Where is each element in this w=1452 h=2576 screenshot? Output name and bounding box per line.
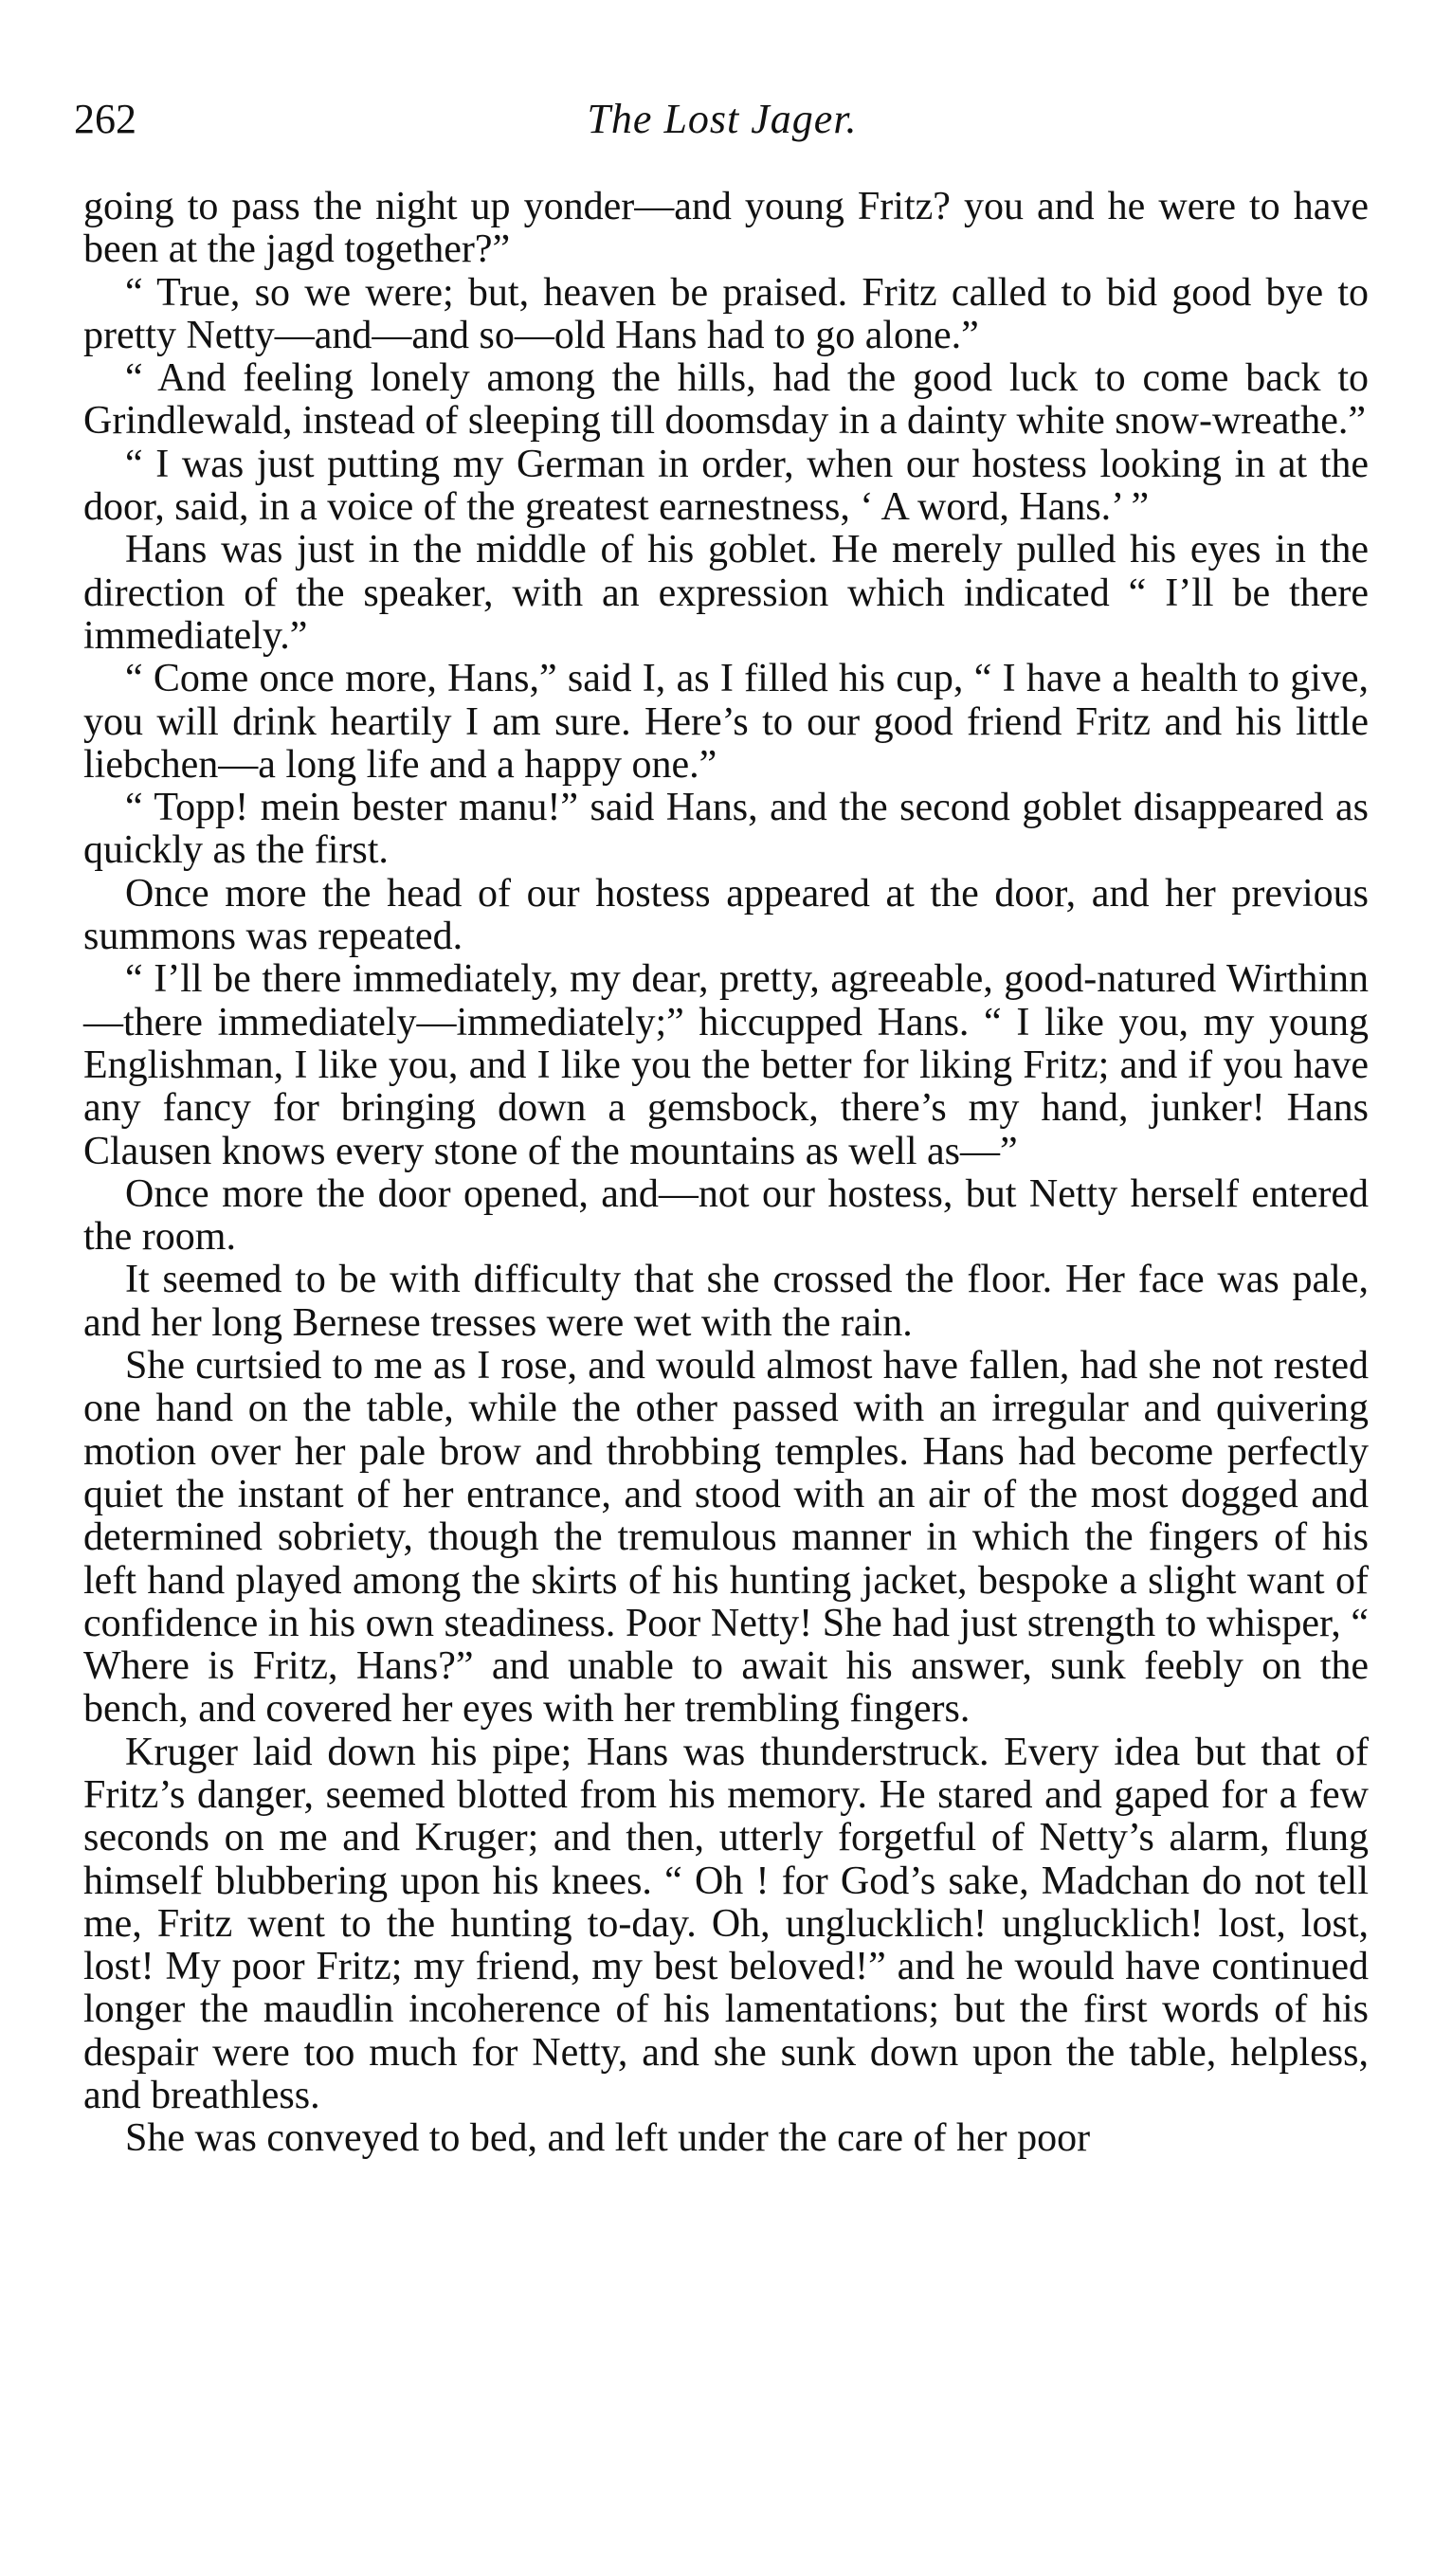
paragraph: Once more the door opened, and—not our hostess, but Netty herself entered the room. — [83, 1171, 1369, 1260]
paragraph: Once more the head of our hostess appeared at the door, and her previous summons was repeated. — [83, 871, 1369, 959]
paragraph: “ Topp! mein bester manu!” said Hans, and the second goblet disappeared as quickly as the first. — [83, 786, 1369, 873]
paragraph: “ Come once more, Hans,” said I, as I filled his cup, “ I have a health to give, you will drink heartily I am sure. Here’s to our good friend Fritz and his little liebchen—a long life and a happy one.” — [83, 657, 1369, 787]
paragraph: “ I’ll be there immediately, my dear, pretty, agreeable, good-natured Wirthinn—there immediately—immediately;” hiccupped Hans. “ I like you, my young Englishman, I like you, and I like you the better for liking Fritz; and if you have any fancy for bringing down a gemsbock, there’s my hand, junker! Hans Clausen knows every stone of the mountains as well as—” — [83, 957, 1369, 1173]
page-number: 262 — [74, 96, 136, 142]
paragraph: Hans was just in the middle of his goblet. He merely pulled his eyes in the direction of the speaker, with an expression which indicated “ I’ll be there immediately.” — [83, 528, 1369, 658]
paragraph: She curtsied to me as I rose, and would almost have fallen, had she not rested one hand on the table, while the other passed with an irregular and quivering motion over her pale brow and throbbing temples. Hans had become perfectly quiet the instant of her entrance, and stood with an air of the most dogged and determined sobriety, though the tremulous manner in which the fingers of his left hand played among the skirts of his hunting jacket, bespoke a slight want of confidence in his own steadiness. Poor Netty! She had just strength to whisper, “ Where is Fritz, Hans?” and unable to await his answer, sunk feebly on the bench, and covered her eyes with her trembling fingers. — [83, 1344, 1369, 1732]
paragraph: She was conveyed to bed, and left under the care of her poor — [125, 2116, 1091, 2161]
paragraph: going to pass the night up yonder—and young Fritz? you and he were to have been at the jagd together?” — [83, 185, 1369, 272]
running-title: The Lost Jager. — [587, 96, 858, 142]
paragraph: “ And feeling lonely among the hills, had the good luck to come back to Grindlewald, instead of sleeping till doomsday in a dainty white snow-wreathe.” — [83, 356, 1369, 444]
paragraph: Kruger laid down his pipe; Hans was thunderstruck. Every idea but that of Fritz’s danger, seemed blotted from his memory. He stared and gaped for a few seconds on me and Kruger; and then, utterly forgetful of Netty’s alarm, flung himself blubbering upon his knees. “ Oh ! for God’s sake, Madchan do not tell me, Fritz went to the hunting to-day. Oh, unglucklich! unglucklich! lost, lost, lost! My poor Fritz; my friend, my best beloved!” and he would have continued longer the maudlin incoherence of his lamentations; but the first words of his despair were too much for Netty, and she sunk down upon the table, helpless, and breathless. — [83, 1730, 1369, 2118]
body-text — [83, 186, 1369, 2161]
paragraph: “ True, so we were; but, heaven be praised. Fritz called to bid good bye to pretty Netty—and—and so—old Hans had to go alone.” — [83, 270, 1369, 357]
paragraph: “ I was just putting my German in order, when our hostess looking in at the door, said, in a voice of the greatest earnestness, ‘ A word, Hans.’ ” — [83, 442, 1369, 530]
running-head — [74, 91, 1370, 148]
paragraph: It seemed to be with difficulty that she crossed the floor. Her face was pale, and her long Bernese tresses were wet with the rain. — [83, 1258, 1369, 1345]
